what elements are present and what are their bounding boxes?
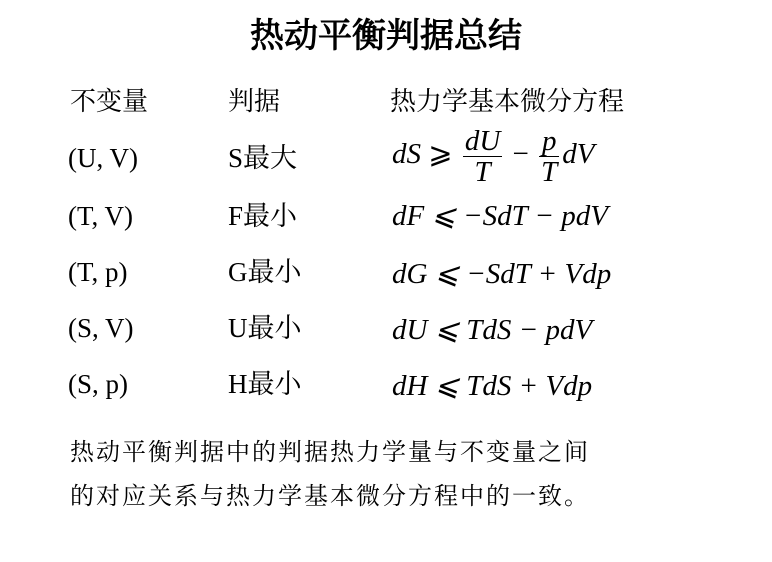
row-1-criterion: S最大 xyxy=(228,143,298,173)
row-1-invariant: (U, V) xyxy=(68,143,138,173)
row-2-equation: dF ⩽ −SdT − pdV xyxy=(392,200,608,232)
row-5-criterion: H最小 xyxy=(228,369,302,399)
header-criterion: 判据 xyxy=(228,87,281,117)
summary-line-1: 热动平衡判据中的判据热力学量与不变量之间 xyxy=(70,438,590,466)
summary-line-2: 的对应关系与热力学基本微分方程中的一致。 xyxy=(70,482,590,510)
row-3-equation: dG ⩽ −SdT + Vdp xyxy=(392,258,612,290)
row-2-criterion: F最小 xyxy=(228,201,298,231)
row-1-eq-frac2-den: T xyxy=(541,156,558,188)
row-1-eq-frac1-num: dU xyxy=(464,125,501,157)
row-1-eq-frac2-num: p xyxy=(539,126,559,157)
row-5-equation: dH ⩽ TdS + Vdp xyxy=(392,370,593,402)
row-4-equation: dU ⩽ TdS − pdV xyxy=(392,314,593,346)
row-1-eq-op: ⩾ xyxy=(428,138,453,171)
row-1-eq-mid: − xyxy=(512,138,529,171)
row-3-criterion: G最小 xyxy=(228,257,302,287)
row-1-eq-lhs: dS xyxy=(392,138,421,171)
row-2-invariant: (T, V) xyxy=(68,201,133,231)
header-invariant: 不变量 xyxy=(70,87,149,117)
header-equation: 热力学基本微分方程 xyxy=(390,87,625,117)
row-4-invariant: (S, V) xyxy=(68,313,134,343)
row-1-eq-frac1-den: T xyxy=(474,156,491,188)
row-5-invariant: (S, p) xyxy=(68,369,128,399)
row-1-eq-frac1 xyxy=(463,126,502,187)
row-3-invariant: (T, p) xyxy=(68,257,128,287)
row-1-eq-frac2 xyxy=(539,126,559,187)
row-1-eq-rest: dV xyxy=(562,138,595,171)
row-4-criterion: U最小 xyxy=(228,313,302,343)
row-1-equation xyxy=(392,126,594,187)
page-title: 热动平衡判据总结 xyxy=(250,16,522,56)
summary-paragraph xyxy=(70,430,710,518)
